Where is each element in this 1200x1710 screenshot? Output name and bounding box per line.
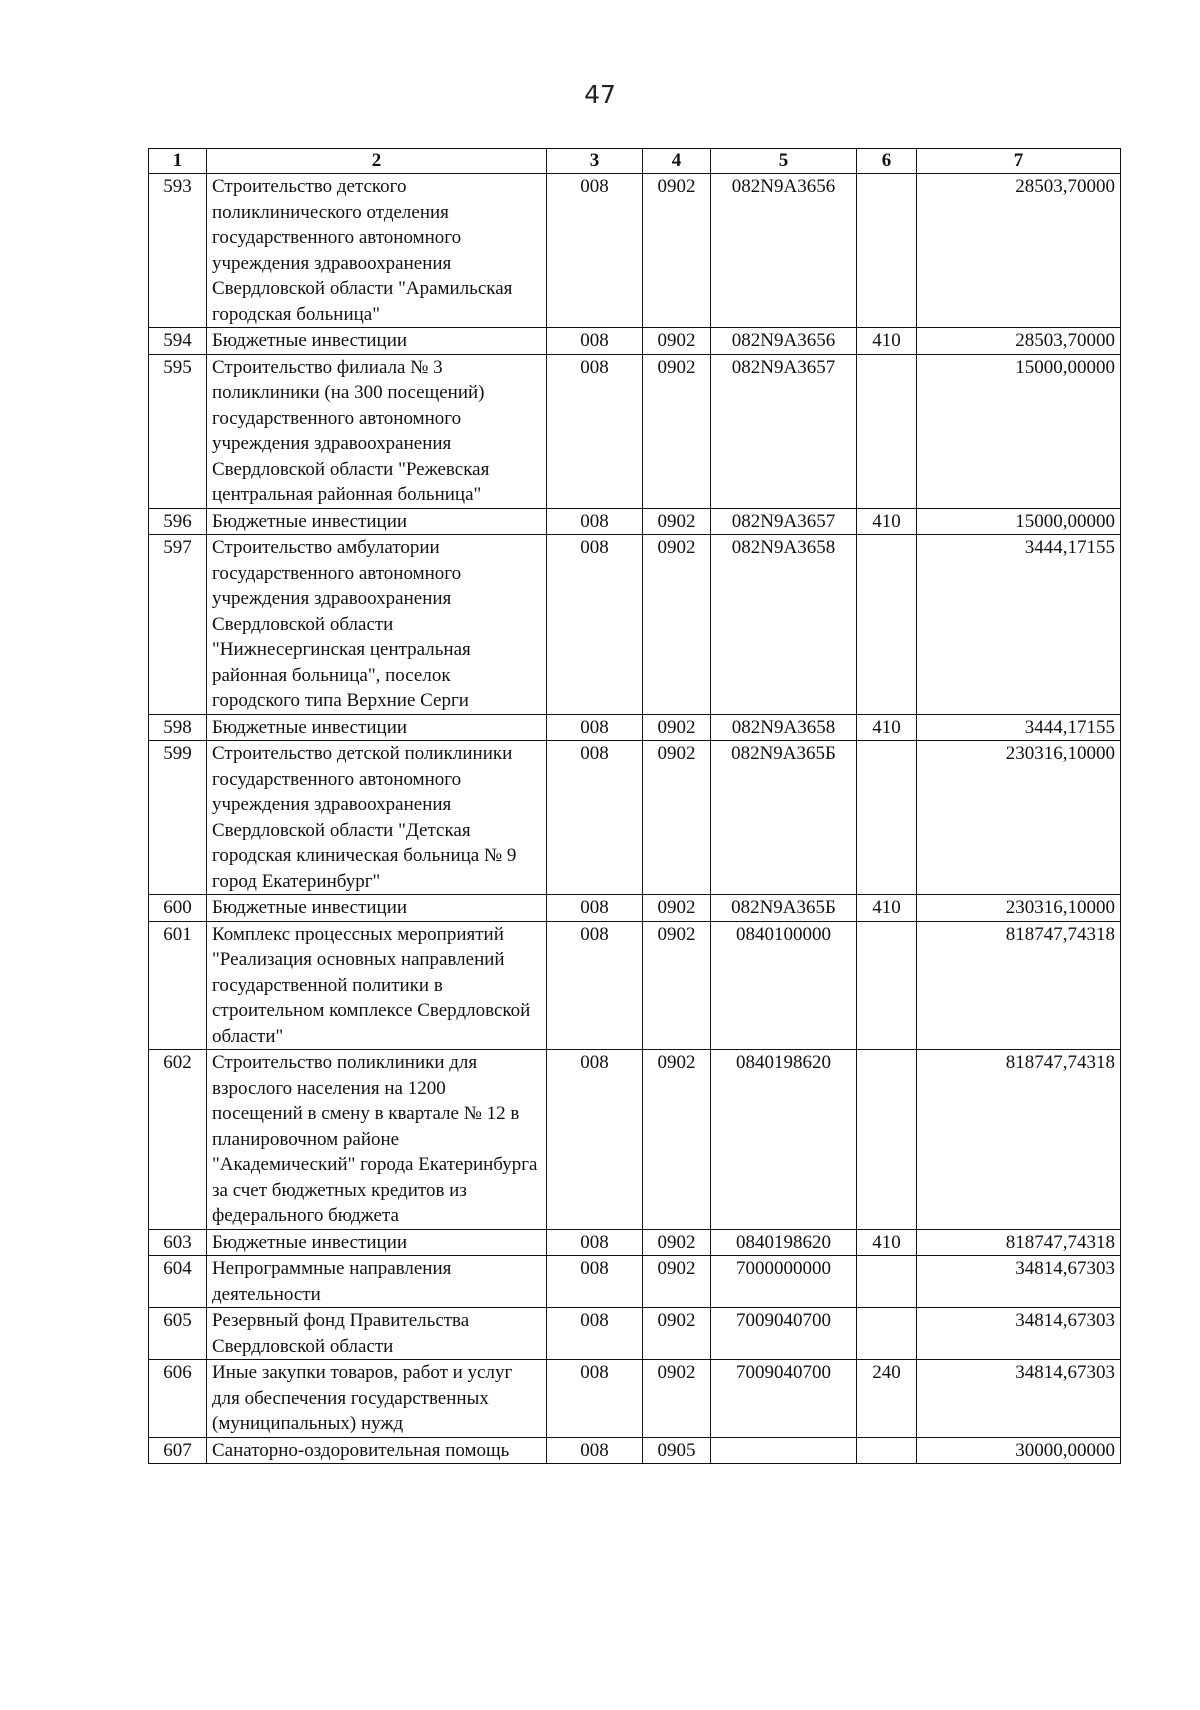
row-code-3: 008 xyxy=(547,1229,643,1256)
row-code-6: 410 xyxy=(857,508,917,535)
row-name: Иные закупки товаров, работ и услуг для обеспечения государственных (муниципальных) нужд xyxy=(207,1360,547,1438)
row-code-4: 0902 xyxy=(643,1308,711,1360)
row-code-6: 410 xyxy=(857,895,917,922)
row-code-4: 0902 xyxy=(643,1050,711,1230)
col-header-6: 6 xyxy=(857,149,917,174)
row-name: Непрограммные направления деятельности xyxy=(207,1256,547,1308)
row-code-5: 082N9A3657 xyxy=(711,508,857,535)
row-code-6 xyxy=(857,174,917,328)
row-number: 599 xyxy=(149,741,207,895)
row-code-3: 008 xyxy=(547,328,643,355)
row-name: Строительство филиала № 3 поликлиники (на 300 посещений) государственного автономного учреждения здравоохранения Свердловской области "Режевская центральная районная больница" xyxy=(207,354,547,508)
row-code-3: 008 xyxy=(547,1256,643,1308)
row-code-4: 0902 xyxy=(643,895,711,922)
row-code-5: 7009040700 xyxy=(711,1308,857,1360)
row-code-5: 0840198620 xyxy=(711,1229,857,1256)
row-number: 600 xyxy=(149,895,207,922)
row-number: 606 xyxy=(149,1360,207,1438)
table-row xyxy=(149,354,1121,508)
row-code-5: 082N9A3657 xyxy=(711,354,857,508)
row-number: 605 xyxy=(149,1308,207,1360)
row-amount: 230316,10000 xyxy=(917,895,1121,922)
row-code-6 xyxy=(857,1308,917,1360)
row-number: 601 xyxy=(149,921,207,1050)
row-code-6: 240 xyxy=(857,1360,917,1438)
row-name: Бюджетные инвестиции xyxy=(207,328,547,355)
table-row xyxy=(149,895,1121,922)
row-code-5: 082N9A3656 xyxy=(711,328,857,355)
page-number: 47 xyxy=(584,80,616,109)
row-code-6 xyxy=(857,535,917,715)
table-row xyxy=(149,508,1121,535)
table-row xyxy=(149,714,1121,741)
row-code-5: 082N9A365Б xyxy=(711,895,857,922)
row-code-5: 7000000000 xyxy=(711,1256,857,1308)
row-number: 597 xyxy=(149,535,207,715)
row-code-6 xyxy=(857,1256,917,1308)
row-number: 595 xyxy=(149,354,207,508)
col-header-3: 3 xyxy=(547,149,643,174)
row-name: Строительство детского поликлинического отделения государственного автономного учреждения здравоохранения Свердловской области "Арамильская городская больница" xyxy=(207,174,547,328)
row-name: Бюджетные инвестиции xyxy=(207,895,547,922)
col-header-1: 1 xyxy=(149,149,207,174)
table-row xyxy=(149,741,1121,895)
table-row xyxy=(149,1437,1121,1464)
row-amount: 3444,17155 xyxy=(917,714,1121,741)
row-name: Бюджетные инвестиции xyxy=(207,714,547,741)
row-name: Бюджетные инвестиции xyxy=(207,508,547,535)
row-amount: 3444,17155 xyxy=(917,535,1121,715)
row-code-3: 008 xyxy=(547,174,643,328)
row-code-6 xyxy=(857,741,917,895)
row-code-5: 7009040700 xyxy=(711,1360,857,1438)
row-code-5: 0840100000 xyxy=(711,921,857,1050)
row-number: 598 xyxy=(149,714,207,741)
row-code-5: 082N9A365Б xyxy=(711,741,857,895)
row-code-4: 0902 xyxy=(643,1360,711,1438)
row-number: 593 xyxy=(149,174,207,328)
row-code-3: 008 xyxy=(547,741,643,895)
row-name: Резервный фонд Правительства Свердловской области xyxy=(207,1308,547,1360)
row-amount: 818747,74318 xyxy=(917,921,1121,1050)
table-row xyxy=(149,1360,1121,1438)
row-code-4: 0902 xyxy=(643,535,711,715)
row-code-3: 008 xyxy=(547,921,643,1050)
row-code-3: 008 xyxy=(547,895,643,922)
row-code-3: 008 xyxy=(547,1437,643,1464)
row-code-4: 0902 xyxy=(643,1256,711,1308)
table-row xyxy=(149,1308,1121,1360)
row-code-4: 0905 xyxy=(643,1437,711,1464)
row-amount: 34814,67303 xyxy=(917,1308,1121,1360)
row-name: Бюджетные инвестиции xyxy=(207,1229,547,1256)
row-amount: 34814,67303 xyxy=(917,1360,1121,1438)
row-code-3: 008 xyxy=(547,1360,643,1438)
col-header-4: 4 xyxy=(643,149,711,174)
table-row xyxy=(149,174,1121,328)
row-code-5: 082N9A3658 xyxy=(711,714,857,741)
row-code-3: 008 xyxy=(547,1308,643,1360)
row-code-3: 008 xyxy=(547,714,643,741)
table-row xyxy=(149,1050,1121,1230)
row-number: 607 xyxy=(149,1437,207,1464)
row-code-4: 0902 xyxy=(643,328,711,355)
row-code-4: 0902 xyxy=(643,921,711,1050)
row-code-3: 008 xyxy=(547,508,643,535)
row-amount: 818747,74318 xyxy=(917,1229,1121,1256)
row-code-6 xyxy=(857,1050,917,1230)
row-name: Санаторно-оздоровительная помощь xyxy=(207,1437,547,1464)
row-number: 603 xyxy=(149,1229,207,1256)
row-name: Строительство детской поликлиники государственного автономного учреждения здравоохранения Свердловской области "Детская городская клиническая больница № 9 город Екатеринбург" xyxy=(207,741,547,895)
row-code-5 xyxy=(711,1437,857,1464)
row-amount: 818747,74318 xyxy=(917,1050,1121,1230)
table-row xyxy=(149,1229,1121,1256)
row-code-3: 008 xyxy=(547,535,643,715)
col-header-5: 5 xyxy=(711,149,857,174)
row-number: 596 xyxy=(149,508,207,535)
row-code-6 xyxy=(857,354,917,508)
col-header-2: 2 xyxy=(207,149,547,174)
table-row xyxy=(149,328,1121,355)
row-name: Комплекс процессных мероприятий "Реализация основных направлений государственной политики в строительном комплексе Свердловской области" xyxy=(207,921,547,1050)
table-row xyxy=(149,535,1121,715)
row-code-4: 0902 xyxy=(643,354,711,508)
budget-table xyxy=(148,148,1121,1464)
row-code-6: 410 xyxy=(857,714,917,741)
row-code-5: 082N9A3658 xyxy=(711,535,857,715)
row-amount: 15000,00000 xyxy=(917,354,1121,508)
row-code-4: 0902 xyxy=(643,741,711,895)
row-number: 602 xyxy=(149,1050,207,1230)
row-code-3: 008 xyxy=(547,1050,643,1230)
row-amount: 28503,70000 xyxy=(917,328,1121,355)
table-row xyxy=(149,921,1121,1050)
row-code-5: 0840198620 xyxy=(711,1050,857,1230)
header-row xyxy=(149,149,1121,174)
row-amount: 34814,67303 xyxy=(917,1256,1121,1308)
row-code-6 xyxy=(857,1437,917,1464)
row-amount: 30000,00000 xyxy=(917,1437,1121,1464)
row-code-4: 0902 xyxy=(643,508,711,535)
row-amount: 15000,00000 xyxy=(917,508,1121,535)
table-row xyxy=(149,1256,1121,1308)
row-number: 594 xyxy=(149,328,207,355)
row-code-6: 410 xyxy=(857,328,917,355)
row-code-4: 0902 xyxy=(643,1229,711,1256)
row-code-5: 082N9A3656 xyxy=(711,174,857,328)
row-code-3: 008 xyxy=(547,354,643,508)
row-name: Строительство амбулатории государственного автономного учреждения здравоохранения Свердловской области "Нижнесергинская центральная районная больница", поселок городского типа Верхние Серги xyxy=(207,535,547,715)
row-amount: 230316,10000 xyxy=(917,741,1121,895)
row-name: Строительство поликлиники для взрослого населения на 1200 посещений в смену в квартале № 12 в планировочном районе "Академический" города Екатеринбурга за счет бюджетных кредитов из федерального бюджета xyxy=(207,1050,547,1230)
row-code-4: 0902 xyxy=(643,714,711,741)
row-code-4: 0902 xyxy=(643,174,711,328)
row-code-6: 410 xyxy=(857,1229,917,1256)
row-amount: 28503,70000 xyxy=(917,174,1121,328)
col-header-7: 7 xyxy=(917,149,1121,174)
row-number: 604 xyxy=(149,1256,207,1308)
row-code-6 xyxy=(857,921,917,1050)
